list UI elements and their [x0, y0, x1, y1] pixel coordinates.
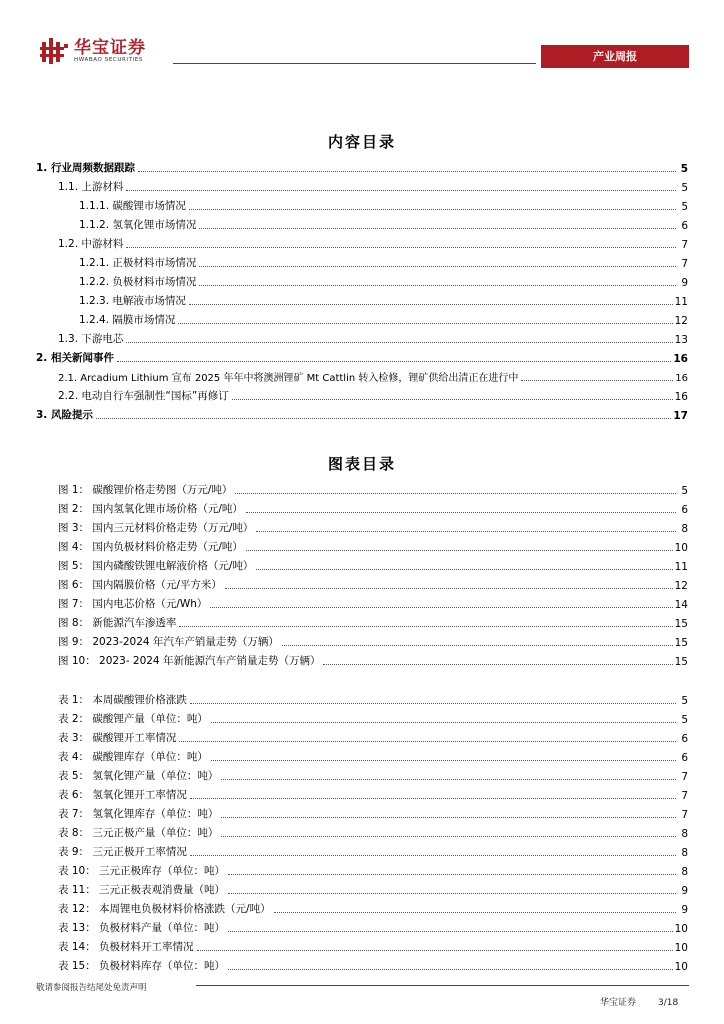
table-entry[interactable]: 表 2： 碳酸锂产量（单位：吨） 5	[58, 713, 688, 726]
footer-disclaimer: 敬请参阅报告结尾处免责声明	[36, 983, 147, 993]
table-entry[interactable]: 表 15： 负极材料库存（单位：吨） 10	[58, 960, 688, 973]
table-entry[interactable]: 表 5： 氢氧化锂产量（单位：吨） 7	[58, 770, 688, 783]
figure-entry[interactable]: 图 1： 碳酸锂价格走势图（万元/吨） 5	[58, 484, 688, 497]
page-header	[0, 0, 724, 80]
figure-entry[interactable]: 图 3： 国内三元材料价格走势（万元/吨） 8	[58, 522, 688, 535]
table-entry[interactable]: 表 7： 氢氧化锂库存（单位：吨） 7	[58, 808, 688, 821]
footer-company: 华宝证券	[600, 998, 637, 1008]
toc-entry[interactable]: 1.2.3. 电解液市场情况 11	[79, 295, 688, 308]
toc-entry[interactable]: 1.2.2. 负极材料市场情况 9	[79, 276, 688, 289]
toc-entry[interactable]: 1.2.4. 隔膜市场情况 12	[79, 314, 688, 327]
table-entry[interactable]: 表 11： 三元正极表观消费量（吨） 9	[58, 884, 688, 897]
header-divider	[173, 63, 536, 64]
footer-divider	[196, 985, 689, 986]
company-name-en: HWABAO SECURITIES	[74, 56, 143, 63]
table-entry[interactable]: 表 10： 三元正极库存（单位：吨） 8	[58, 865, 688, 878]
toc-entry[interactable]: 1.1. 上游材料 5	[58, 181, 688, 194]
toc-entry[interactable]: 2. 相关新闻事件 16	[36, 352, 688, 365]
toc-entry[interactable]: 1.2.1. 正极材料市场情况 7	[79, 257, 688, 270]
table-entry[interactable]: 表 12： 本周锂电负极材料价格涨跌（元/吨） 9	[58, 903, 688, 916]
report-type-badge: 产业周报	[541, 45, 689, 68]
table-entry[interactable]: 表 8： 三元正极产量（单位：吨） 8	[58, 827, 688, 840]
toc-entry[interactable]: 1.1.1. 碳酸锂市场情况 5	[79, 200, 688, 213]
table-entry[interactable]: 表 3： 碳酸锂开工率情况 6	[58, 732, 688, 745]
toc-entry[interactable]: 3. 风险提示 17	[36, 409, 688, 422]
figure-entry[interactable]: 图 9： 2023-2024 年汽车产销量走势（万辆） 15	[58, 636, 688, 649]
toc-entry[interactable]: 1.1.2. 氢氧化锂市场情况 6	[79, 219, 688, 232]
figure-entry[interactable]: 图 6： 国内隔膜价格（元/平方米） 12	[58, 579, 688, 592]
toc-entry[interactable]: 1. 行业周频数据跟踪 5	[36, 162, 688, 175]
table-entry[interactable]: 表 4： 碳酸锂库存（单位：吨） 6	[58, 751, 688, 764]
figure-entry[interactable]: 图 4： 国内负极材料价格走势（元/吨） 10	[58, 541, 688, 554]
toc-entry[interactable]: 1.2. 中游材料 7	[58, 238, 688, 251]
figure-entry[interactable]: 图 5： 国内磷酸铁锂电解液价格（元/吨） 11	[58, 560, 688, 573]
table-entry[interactable]: 表 13： 负极材料产量（单位：吨） 10	[58, 922, 688, 935]
company-logo	[40, 38, 146, 64]
company-name-cn: 华宝证券	[74, 37, 146, 58]
figure-entry[interactable]: 图 10： 2023- 2024 年新能源汽车产销量走势（万辆） 15	[58, 655, 688, 668]
toc-entry[interactable]: 1.3. 下游电芯 13	[58, 333, 688, 346]
figure-entry[interactable]: 图 8： 新能源汽车渗透率 15	[58, 617, 688, 630]
figures-title: 图表目录	[327, 455, 396, 473]
page-number: 3/18	[658, 998, 679, 1008]
figure-entry[interactable]: 图 7： 国内电芯价格（元/Wh） 14	[58, 598, 688, 611]
table-entry[interactable]: 表 9： 三元正极开工率情况 8	[58, 846, 688, 859]
footer-info	[600, 995, 678, 1008]
toc-entry[interactable]: 2.2. 电动自行车强制性“国标”再修订 16	[58, 390, 688, 403]
table-entry[interactable]: 表 6： 氢氧化锂开工率情况 7	[58, 789, 688, 802]
table-entry[interactable]: 表 1： 本周碳酸锂价格涨跌 5	[58, 694, 688, 707]
toc-entry[interactable]: 2.1. Arcadium Lithium 宣布 2025 年年中将澳洲锂矿 Mt Cattlin 转入检修，锂矿供给出清正在进行中 16	[58, 373, 688, 384]
logo-mark-icon	[40, 38, 70, 64]
figure-entry[interactable]: 图 2： 国内氢氧化锂市场价格（元/吨） 6	[58, 503, 688, 516]
table-entry[interactable]: 表 14： 负极材料开工率情况 10	[58, 941, 688, 954]
contents-title: 内容目录	[327, 133, 396, 151]
